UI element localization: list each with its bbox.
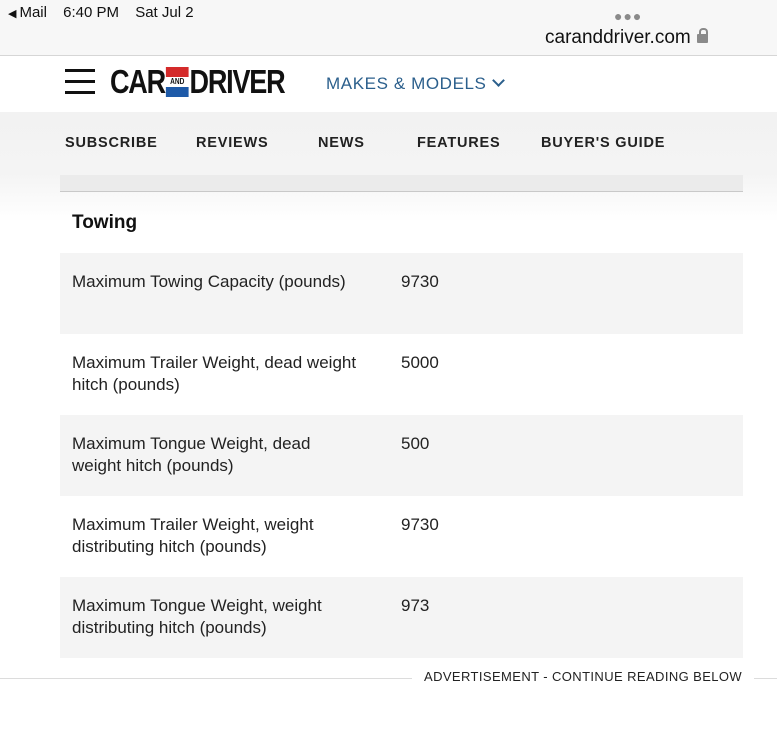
content-divider bbox=[60, 175, 743, 192]
site-header bbox=[0, 57, 777, 112]
lock-icon bbox=[697, 34, 708, 43]
spec-label: Maximum Trailer Weight, weight distributing hitch (pounds) bbox=[72, 515, 314, 556]
section-title: Towing bbox=[72, 212, 138, 233]
nav-reviews[interactable]: REVIEWS bbox=[196, 135, 269, 151]
makes-models-dropdown[interactable] bbox=[326, 74, 503, 94]
status-time: 6:40 PM bbox=[63, 4, 120, 21]
spec-value: 973 bbox=[401, 596, 430, 615]
spec-label: Maximum Towing Capacity (pounds) bbox=[72, 272, 346, 291]
logo-car: CAR bbox=[110, 63, 165, 100]
hamburger-menu-icon[interactable] bbox=[65, 69, 95, 95]
advertisement-label: ADVERTISEMENT - CONTINUE READING BELOW bbox=[412, 669, 754, 684]
logo-and-mark bbox=[166, 67, 189, 97]
nav-subscribe[interactable]: SUBSCRIBE bbox=[65, 135, 158, 151]
spec-value: 500 bbox=[401, 434, 430, 453]
status-left bbox=[8, 4, 206, 21]
site-logo[interactable] bbox=[110, 65, 284, 99]
spec-row bbox=[60, 253, 743, 334]
status-bar bbox=[0, 0, 777, 56]
nav-news[interactable]: NEWS bbox=[318, 135, 365, 151]
spec-row bbox=[60, 496, 743, 577]
logo-and-text: AND bbox=[166, 77, 189, 87]
address-bar[interactable] bbox=[545, 27, 708, 49]
spec-value: 9730 bbox=[401, 515, 439, 534]
back-to-app-link[interactable]: Mail bbox=[19, 4, 47, 21]
makes-models-label: MAKES & MODELS bbox=[326, 74, 487, 93]
logo-driver: DRIVER bbox=[189, 63, 285, 100]
spec-label: Maximum Trailer Weight, dead weight hitch (pounds) bbox=[72, 353, 357, 394]
spec-row bbox=[60, 334, 743, 415]
spec-label: Maximum Tongue Weight, weight distributing hitch (pounds) bbox=[72, 596, 322, 637]
spec-row bbox=[60, 577, 743, 658]
spec-value: 9730 bbox=[401, 272, 439, 291]
spec-row bbox=[60, 415, 743, 496]
status-date: Sat Jul 2 bbox=[135, 4, 194, 21]
spec-value: 5000 bbox=[401, 353, 439, 372]
main-nav bbox=[0, 112, 777, 222]
spec-label: Maximum Tongue Weight, dead weight hitch (pounds) bbox=[72, 434, 311, 475]
more-dots-icon[interactable]: ●●● bbox=[614, 8, 643, 24]
chevron-down-icon bbox=[492, 74, 505, 87]
nav-features[interactable]: FEATURES bbox=[417, 135, 501, 151]
back-arrow-icon[interactable]: ◀ bbox=[8, 8, 17, 20]
url-text: caranddriver.com bbox=[545, 27, 691, 48]
nav-buyers-guide[interactable]: BUYER'S GUIDE bbox=[541, 135, 666, 151]
